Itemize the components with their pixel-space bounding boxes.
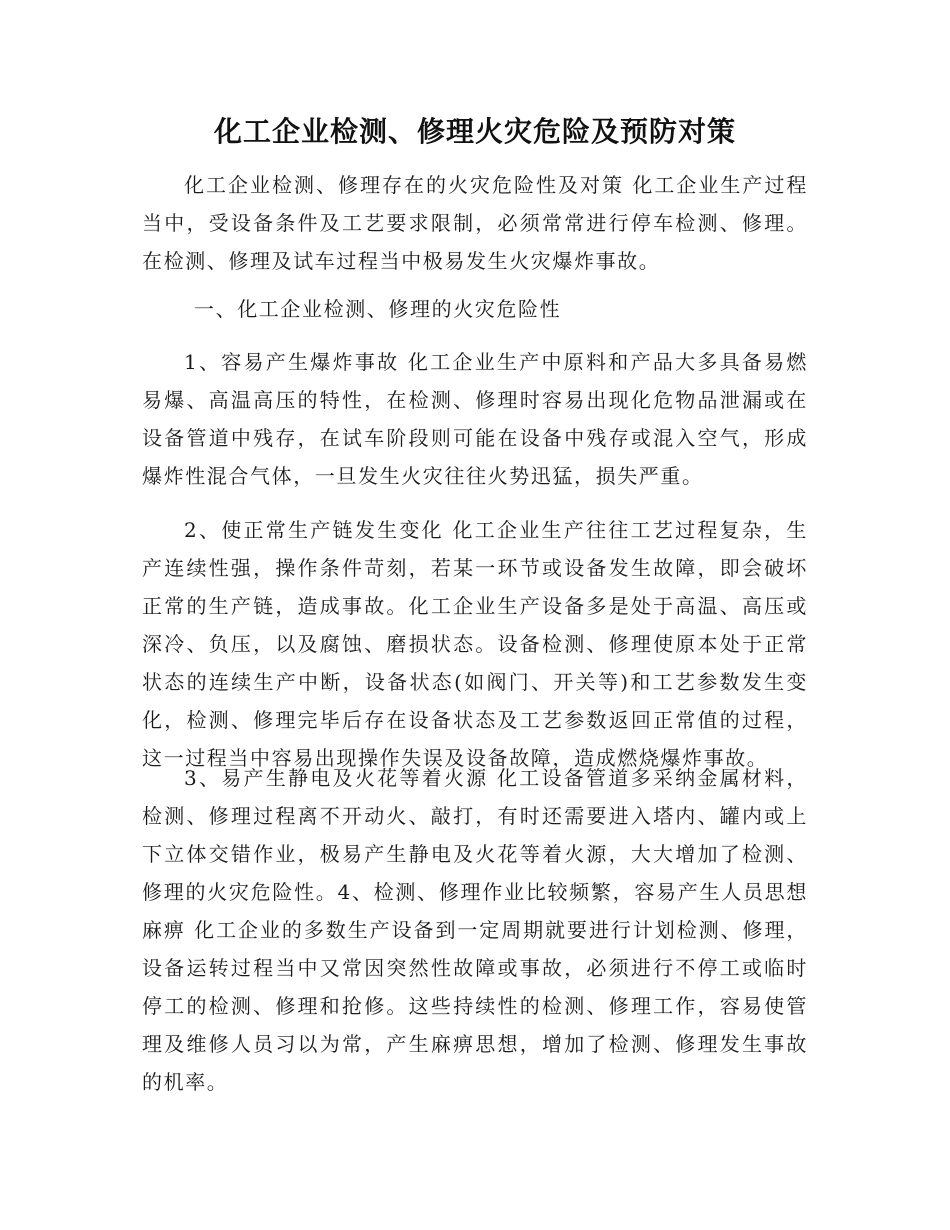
paragraph-item-2: 2、使正常生产链发生变化 化工企业生产往往工艺过程复杂，生产连续性强，操作条件苛刻，若某一环节或设备发生故障，即会破坏正常的生产链，造成事故。化工企业生产设备多是处于高温、高压或深冷、负压，以及腐蚀、磨损状态。设备检测、修理使原本处于正常状态的连续生产中断，设备状态(如阀门、开关等)和工艺参数发生变化，检测、修理完毕后存在设备状态及工艺参数返回正常值的过程，这一过程当中容易出现操作失误及设备故障，造成燃烧爆炸事故。 <box>142 518 808 770</box>
paragraph-intro: 化工企业检测、修理存在的火灾危险性及对策 化工企业生产过程当中，受设备条件及工艺要求限制，必须常常进行停车检测、修理。在检测、修理及试车过程当中极易发生火灾爆炸事故。 <box>142 173 808 273</box>
document-title: 化工企业检测、修理火灾危险及预防对策 <box>213 115 736 148</box>
paragraph-item-3-4: 3、易产生静电及火花等着火源 化工设备管道多采纳金属材料，检测、修理过程离不开动火、敲打，有时还需要进入塔内、罐内或上下立体交错作业，极易产生静电及火花等着火源，大大增加了检测、修理的火灾危险性。4、检测、修理作业比较频繁，容易产生人员思想麻痹 化工企业的多数生产设备到一定周期就要进行计划检测、修理，设备运转过程当中又常因突然性故障或事故，必须进行不停工或临时停工的检测、修理和抢修。这些持续性的检测、修理工作，容易使管理及维修人员习以为常，产生麻痹思想，增加了检测、修理发生事故的机率。 <box>142 766 808 1094</box>
section-heading: 一、化工企业检测、修理的火灾危险性 <box>194 297 562 321</box>
paragraph-item-1: 1、容易产生爆炸事故 化工企业生产中原料和产品大多具备易燃易爆、高温高压的特性，在检测、修理时容易出现化危物品泄漏或在设备管道中残存，在试车阶段则可能在设备中残存或混入空气，形成爆炸性混合气体，一旦发生火灾往往火势迅猛，损失严重。 <box>142 350 808 488</box>
